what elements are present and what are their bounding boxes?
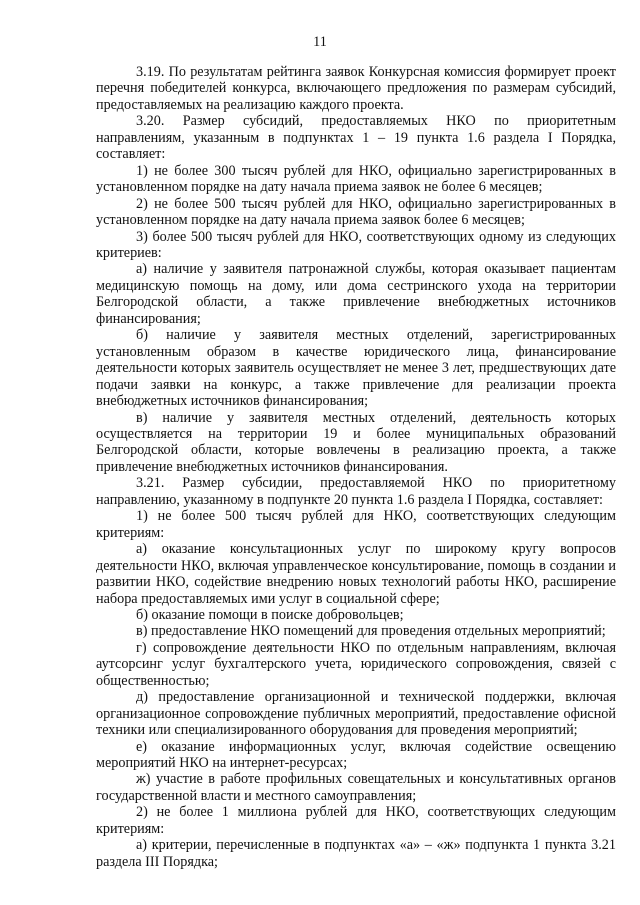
paragraph-3-21-item-1-g: г) сопровождение деятельности НКО по отдельным направлениям, включая аутсорсинг услуг бухгалтерского учета, юридического сопровождения, связей с общественностью; xyxy=(96,639,616,689)
paragraph-3-21-item-1-b: б) оказание помощи в поиске добровольцев; xyxy=(136,606,404,623)
paragraph-3-21-item-1-d: д) предоставление организационной и технической поддержки, включая организационное сопровождение публичных мероприятий, предоставление офисной техники или специализированного оборудования для проведения мероприятий; xyxy=(96,689,616,739)
paragraph-3-20: 3.20. Размер субсидий, предоставляемых НКО по приоритетным направлениям, указанным в подпунктах 1 – 19 пункта 1.6 раздела I Порядка, составляет: xyxy=(96,113,616,163)
page-number: 11 xyxy=(313,34,327,50)
paragraph-3-19: 3.19. По результатам рейтинга заявок Конкурсная комиссия формирует проект перечня победителей конкурса, включающего предложения по размерам субсидий, предоставляемых на реализацию каждого проекта. xyxy=(96,64,616,113)
paragraph-3-20-item-3: 3) более 500 тысяч рублей для НКО, соответствующих одному из следующих критериев: xyxy=(96,228,616,261)
document-body xyxy=(96,64,616,870)
paragraph-3-21-item-1-v: в) предоставление НКО помещений для проведения отдельных мероприятий; xyxy=(136,623,606,640)
paragraph-3-21-item-1-e: е) оказание информационных услуг, включая содействие освещению мероприятий НКО на интернет-ресурсах; xyxy=(96,738,616,772)
paragraph-3-20-item-3-b: б) наличие у заявителя местных отделений, зарегистрированных установленным образом в качестве юридического лица, финансирование деятельности которых заявитель осуществляет не менее 3 лет, предшествующих дате подачи заявки на конкурс, а также привлечение для реализации проекта внебюджетных источников финансирования; xyxy=(96,327,616,410)
paragraph-3-21-item-1-a: а) оказание консультационных услуг по широкому кругу вопросов деятельности НКО, включая управленческое консультирование, помощь в создании и развитии НКО, содействие внедрению новых технологий работы НКО, расширение набора предоставляемых ими услуг в социальной сфере; xyxy=(96,541,616,607)
paragraph-3-21: 3.21. Размер субсидии, предоставляемой НКО по приоритетному направлению, указанному в подпункте 20 пункта 1.6 раздела I Порядка, составляет: xyxy=(96,475,616,508)
paragraph-3-21-item-2-a: а) критерии, перечисленные в подпунктах «а» – «ж» подпункта 1 пункта 3.21 раздела III Порядка; xyxy=(96,837,616,870)
paragraph-3-21-item-2: 2) не более 1 миллиона рублей для НКО, соответствующих следующим критериям: xyxy=(96,804,616,837)
paragraph-3-20-item-2: 2) не более 500 тысяч рублей для НКО, официально зарегистрированных в установленном порядке на дату начала приема заявок более 6 месяцев; xyxy=(96,195,616,229)
paragraph-3-20-item-1: 1) не более 300 тысяч рублей для НКО, официально зарегистрированных в установленном порядке на дату начала приема заявок не более 6 месяцев; xyxy=(96,162,616,196)
paragraph-3-20-item-3-v: в) наличие у заявителя местных отделений, деятельность которых осуществляется на территории 19 и более муниципальных образований Белгородской области, которые вовлечены в реализацию проекта, а также привлечение внебюджетных источников финансирования. xyxy=(96,409,616,475)
paragraph-3-20-item-3-a: а) наличие у заявителя патронажной службы, которая оказывает пациентам медицинскую помощь на дому, или дома сестринского ухода на территории Белгородской области, а также привлечение внебюджетных источников финансирования; xyxy=(96,261,616,327)
paragraph-3-21-item-1: 1) не более 500 тысяч рублей для НКО, соответствующих следующим критериям: xyxy=(96,508,616,541)
paragraph-3-21-item-1-zh: ж) участие в работе профильных совещательных и консультативных органов государственной власти и местного самоуправления; xyxy=(96,771,616,804)
